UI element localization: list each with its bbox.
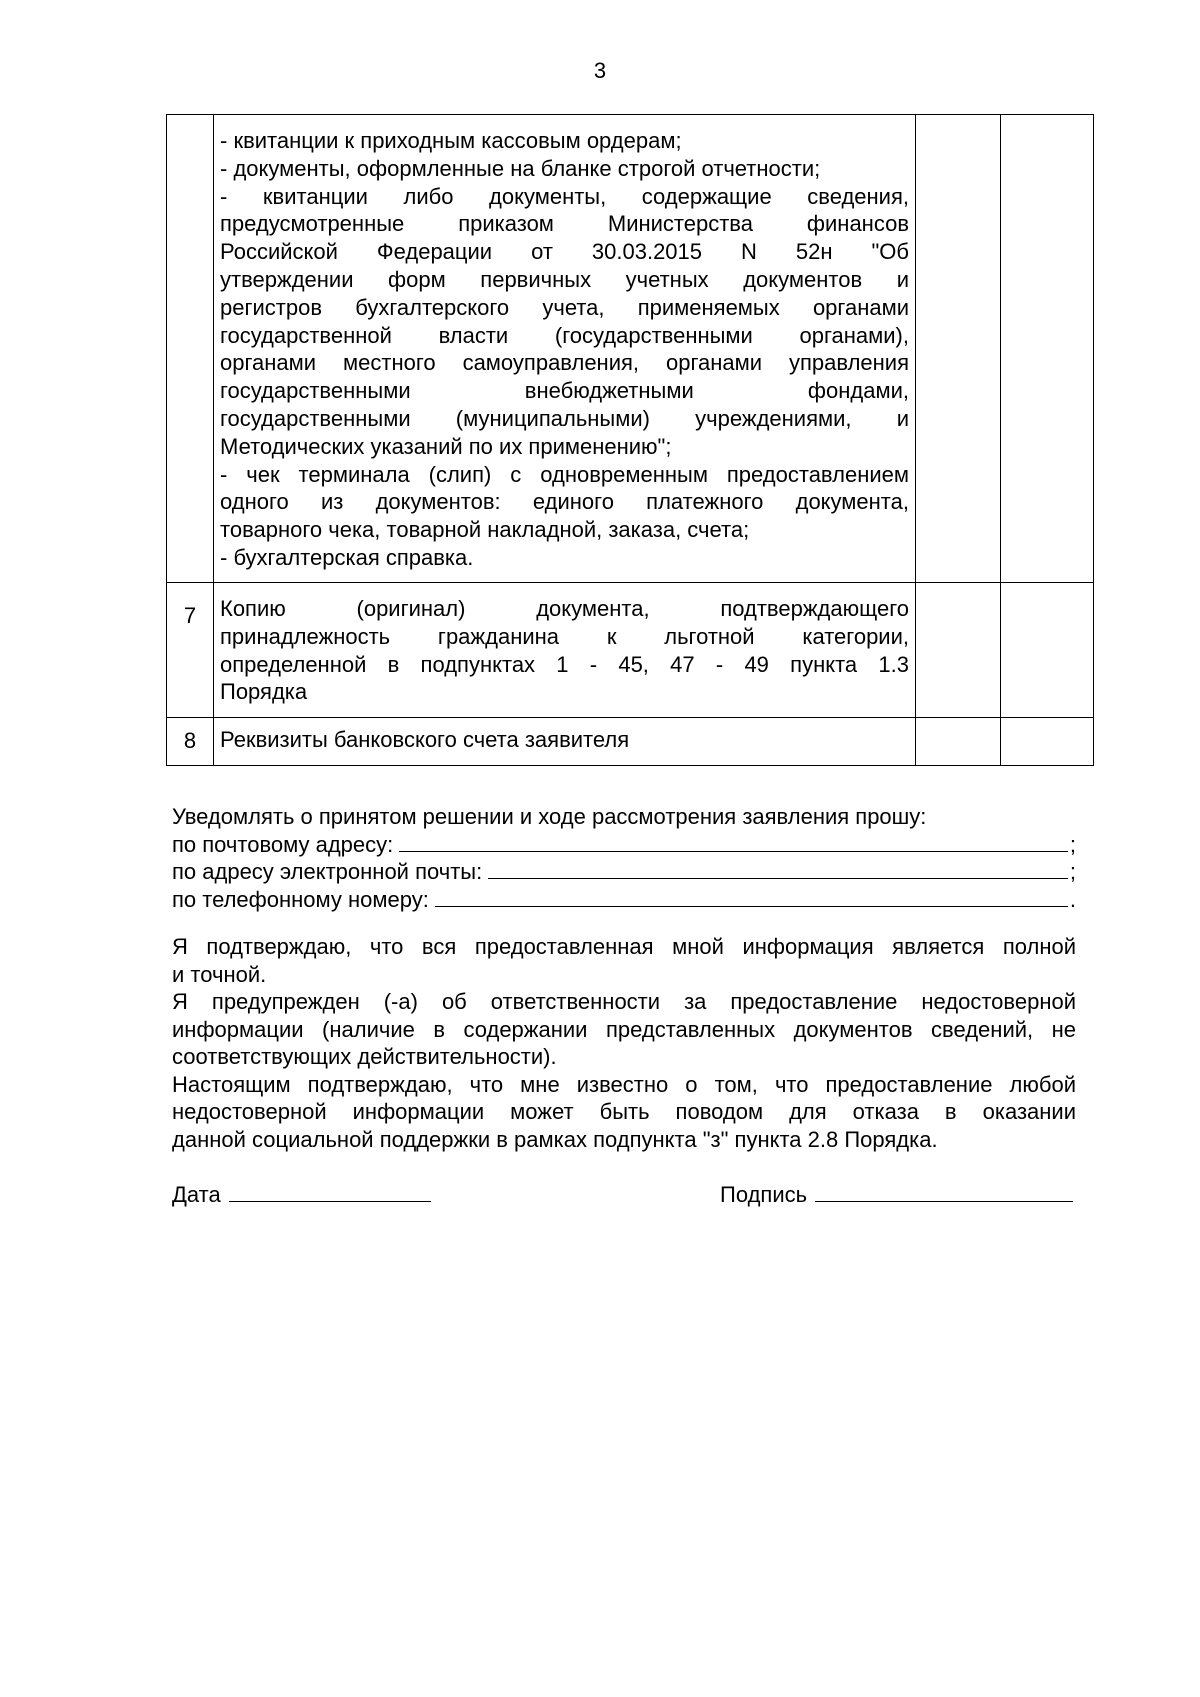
text-line: товарного чека, товарной накладной, заказа, счета; — [220, 517, 750, 543]
table-row — [167, 718, 1094, 766]
text-line: Порядка — [220, 679, 308, 705]
signature-field[interactable] — [815, 1181, 1073, 1202]
date-field[interactable] — [229, 1181, 431, 1202]
table-row — [167, 583, 1094, 718]
email-field[interactable] — [488, 858, 1068, 879]
postal-address-field[interactable] — [399, 831, 1068, 852]
postal-label: по почтовому адресу: — [172, 831, 394, 857]
notify-section — [172, 803, 1076, 913]
empty-cell — [1001, 115, 1094, 583]
text-line: государственными (муниципальными) учреждениями, и — [220, 405, 909, 431]
text-line: органами местного самоуправления, органами управления — [220, 350, 909, 376]
text-line: - бухгалтерская справка. — [220, 544, 474, 570]
signature-label: Подпись — [720, 1182, 808, 1207]
email-end: ; — [1069, 859, 1076, 884]
email-label: по адресу электронной почты: — [172, 859, 483, 884]
empty-cell — [1001, 583, 1094, 718]
row-number-cell — [167, 115, 214, 583]
confirm-line: Я подтверждаю, что вся предоставленная мной информация является полной — [172, 934, 1076, 959]
text-line: предусмотренные приказом Министерства финансов — [220, 211, 909, 237]
confirm-line: данной социальной поддержки в рамках подпункта "з" пункта 2.8 Порядка. — [172, 1126, 938, 1152]
text-line: утверждении форм первичных учетных документов и — [220, 266, 909, 292]
date-label: Дата — [172, 1182, 221, 1207]
confirm-line: Я предупрежден (-а) об ответственности за предоставление недостоверной — [172, 989, 1076, 1014]
signature-block — [720, 1181, 1073, 1208]
text-line: - документы, оформленные на бланке строгой отчетности; — [220, 155, 821, 181]
confirm-line: недостоверной информации может быть поводом для отказа в оказании — [172, 1099, 1076, 1124]
text-line: принадлежность гражданина к льготной категории, — [220, 623, 909, 649]
postal-end: ; — [1069, 831, 1076, 857]
confirmation-section — [172, 933, 1076, 1153]
text-line: государственными внебюджетными фондами, — [220, 378, 909, 404]
empty-cell — [916, 583, 1001, 718]
text-line: - чек терминала (слип) с одновременным предоставлением — [220, 461, 909, 487]
phone-end: . — [1069, 886, 1076, 912]
empty-cell — [916, 115, 1001, 583]
phone-row — [172, 886, 1076, 914]
text-line: одного из документов: единого платежного документа, — [220, 489, 909, 515]
date-block — [172, 1181, 431, 1208]
email-row — [172, 858, 1076, 886]
text-line: определенной в подпунктах 1 - 45, 47 - 49 пункта 1.3 — [220, 651, 909, 677]
row-number-cell: 7 — [167, 583, 214, 718]
row-number-cell: 8 — [167, 718, 214, 766]
notify-intro: Уведомлять о принятом решении и ходе рассмотрения заявления прошу: — [172, 804, 927, 829]
text-line: Российской Федерации от 30.03.2015 N 52н "Об — [220, 239, 909, 265]
text-line: - квитанции к приходным кассовым ордерам; — [220, 128, 682, 153]
postal-address-row — [172, 831, 1076, 859]
confirm-line: информации (наличие в содержании представленных документов сведений, не — [172, 1016, 1076, 1042]
text-line: - квитанции либо документы, содержащие сведения, — [220, 183, 909, 209]
table-row — [167, 115, 1094, 583]
row-text-cell — [214, 115, 916, 583]
text-line: Копию (оригинал) документа, подтверждающего — [220, 596, 909, 621]
row-text-cell — [214, 583, 916, 718]
row-text-cell — [214, 718, 916, 766]
confirm-line: Настоящим подтверждаю, что мне известно о том, что предоставление любой — [172, 1071, 1076, 1097]
empty-cell — [916, 718, 1001, 766]
text-line: государственной власти (государственными органами), — [220, 322, 909, 348]
documents-table — [166, 114, 1094, 766]
empty-cell — [1001, 718, 1094, 766]
text-line: Методических указаний по их применению"; — [220, 433, 672, 459]
text-line: регистров бухгалтерского учета, применяемых органами — [220, 294, 909, 320]
confirm-line: соответствующих действительности). — [172, 1044, 557, 1069]
confirm-line: и точной. — [172, 961, 267, 987]
phone-field[interactable] — [435, 886, 1068, 907]
phone-label: по телефонному номеру: — [172, 886, 429, 912]
text-line: Реквизиты банковского счета заявителя — [220, 727, 630, 752]
page-number: 3 — [593, 58, 607, 83]
